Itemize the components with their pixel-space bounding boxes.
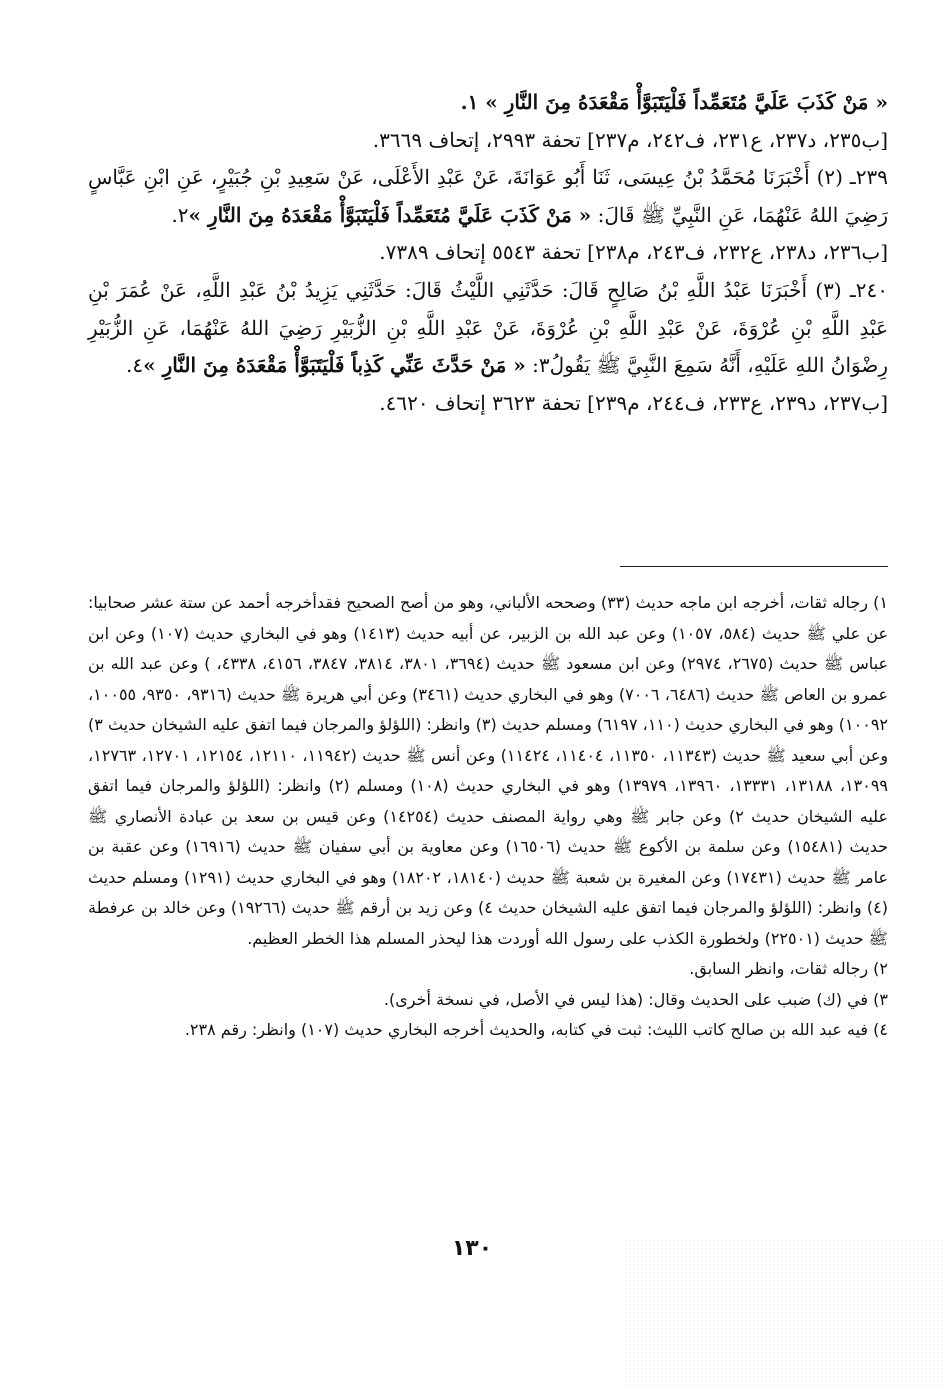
hadith-text: « مَنْ كَذَبَ عَلَيَّ مُتَعَمِّداً فَلْيَتَبَوَّأْ مَقْعَدَهُ مِنَ النَّارِ » ١. (460, 90, 888, 114)
footnote-divider (620, 566, 888, 567)
hadith-isnad: ٢٣٩ـ (٢) أَخْبَرَنَا مُحَمَّدُ بْنُ عِيسَى، ثَنَا أَبُو عَوَانَةَ، عَنْ عَبْدِ الأَعْلَى، عَنْ سَعِيدِ بْنِ جُبَيْرٍ، عَنِ ابْنِ عَبَّاسٍ رَضِيَ اللهُ عَنْهُمَا، عَنِ النَّبِيِّ ﷺ قَالَ: (88, 165, 888, 227)
page-number: ١٣٠ (451, 1236, 493, 1261)
footnote-3: ٣) في (ك) ضبب على الحديث وقال: (هذا ليس في الأصل، في نسخة أخرى). (383, 989, 888, 1009)
hadith-isnad: ٢٤٠ـ (٣) أَخْبَرَنَا عَبْدُ اللَّهِ بْنُ صَالِحٍ قَالَ: حَدَّثَنِي اللَّيْثُ قَالَ: حَدَّثَنِي يَزِيدُ بْنُ عَبْدِ اللَّهِ، عَنْ عُمَرَ بْنِ عَبْدِ اللَّهِ بْنِ عُرْوَةَ، عَنْ عَبْدِ اللَّهِ بْنِ عُرْوَةَ، عَنْ عَبْدِ اللَّهِ بْنِ الزُّبَيْرِ رَضِيَ اللهُ عَنْهُمَا، عَنِ الزُّبَيْرِ رِضْوَانُ اللهِ عَلَيْهِ، أَنَّهُ سَمِعَ النَّبِيَّ ﷺ يَقُولُ٣: (88, 277, 888, 378)
footnote-2: ٢) رجاله ثقات، وانظر السابق. (689, 959, 888, 978)
hadith-text: « مَنْ حَدَّثَ عَنِّي كَذِباً فَلْيَتَبَوَّأْ مَقْعَدَهُ مِنَ النَّارِ » (143, 353, 526, 378)
footnote-1: ١) رجاله ثقات، أخرجه ابن ماجه حديث (٣٣) وصححه الألباني، وهو من أصح الصحيح فقدأخرجه أحمد عن ستة عشر صحابيا: عن علي ﷺ حديث (٥٨٤، ١٠٥٧) وعن عبد الله بن الزبير، عن أبيه حديث (١٤١٣) وهو في البخاري حديث (١٠٧) وعن ابن عباس ﷺ حديث (٢٦٧٥، ٢٩٧٤) وعن ابن مسعود ﷺ حديث (٣٦٩٤، ٣٨٠١، ٣٨١٤، ٣٨٤٧، ٤١٥٦، ٤٣٣٨، ) وعن عبد الله بن عمرو بن العاص ﷺ حديث (٦٤٨٦، ٧٠٠٦) وهو في البخاري حديث (٣٤٦١) وعن أبي هريرة ﷺ حديث (٩٣١٦، ٩٣٥٠، ١٠٠٥٥، ١٠٠٩٢) وهو في البخاري حديث (١١٠، ٦١٩٧) ومسلم حديث (٣) وانظر: (اللؤلؤ والمرجان فيما اتفق عليه الشيخان حديث ٣) وعن أبي سعيد ﷺ حديث (١١٣٤٣، ١١٣٥٠، ١١٤٠٤، ١١٤٢٤) وعن أنس ﷺ حديث (١١٩٤٢، ١٢١١٠، ١٢١٥٤، ١٢٧٠١، ١٢٧٦٣، ١٣٠٩٩، ١٣١٨٨، ١٣٣٣١، ١٣٩٦٠، ١٣٩٧٩) وهو في البخاري حديث (١٠٨) ومسلم (٢) وانظر: (اللؤلؤ والمرجان فيما اتفق عليه الشيخان حديث ٢) وعن جابر ﷺ وهي رواية المصنف حديث (١٤٢٥٤) وعن قيس بن سعد بن عبادة الأنصاري ﷺ حديث (١٥٤٨١) وعن سلمة بن الأكوع ﷺ حديث (١٦٥٠٦) وعن معاوية بن أبي سفيان ﷺ حديث (١٦٩١٦) وعن عقبة بن عامر ﷺ حديث (١٧٤٣١) وعن المغيرة بن شعبة ﷺ حديث (١٨١٤٠، ١٨٢٠٢) وهو في البخاري حديث (١٢٩١) ومسلم حديث (٤) وانظر: (اللؤلؤ والمرجان فيما اتفق عليه الشيخان حديث ٤) وعن زيد بن أرقم ﷺ حديث (١٩٢٦٦) وعن خالد بن عرفطة ﷺ حديث (٢٢٥٠١) ولخطورة الكذب على رسول الله أوردت هذا ليحذر المسلم هذا الخطر العظيم. (88, 593, 889, 948)
hadith-text: « مَنْ كَذَبَ عَلَيَّ مُتَعَمِّداً فَلْيَتَبَوَّأْ مَقْعَدَهُ مِنَ النَّارِ » (188, 202, 592, 227)
reference-line: [ب٢٣٥، د٢٣٧، ع٢٣١، ف٢٤٢، م٢٣٧] تحفة ٢٩٩٣، إتحاف ٣٦٦٩. (372, 127, 888, 152)
main-text (88, 84, 888, 422)
footnotes (88, 588, 888, 1046)
hadith-239 (88, 159, 888, 234)
footnote-marker: ٢. (171, 202, 189, 227)
reference-line: [ب٢٣٦، د٢٣٨، ع٢٣٢، ف٢٤٣، م٢٣٨] تحفة ٥٥٤٣ إتحاف ٧٣٨٩. (379, 240, 888, 265)
hadith-240 (88, 272, 888, 385)
reference-line: [ب٢٣٧، د٢٣٩، ع٢٣٣، ف٢٤٤، م٢٣٩] تحفة ٣٦٢٣ إتحاف ٤٦٢٠. (379, 390, 888, 415)
footnote-4: ٤) فيه عبد الله بن صالح كاتب الليث: ثبت في كتابه، والحديث أخرجه البخاري حديث (١٠٧) وانظر: رقم ٢٣٨. (184, 1020, 888, 1039)
footnote-marker: ٤. (126, 353, 144, 378)
hadith-prev-end (88, 84, 888, 122)
scan-noise (624, 1239, 944, 1389)
